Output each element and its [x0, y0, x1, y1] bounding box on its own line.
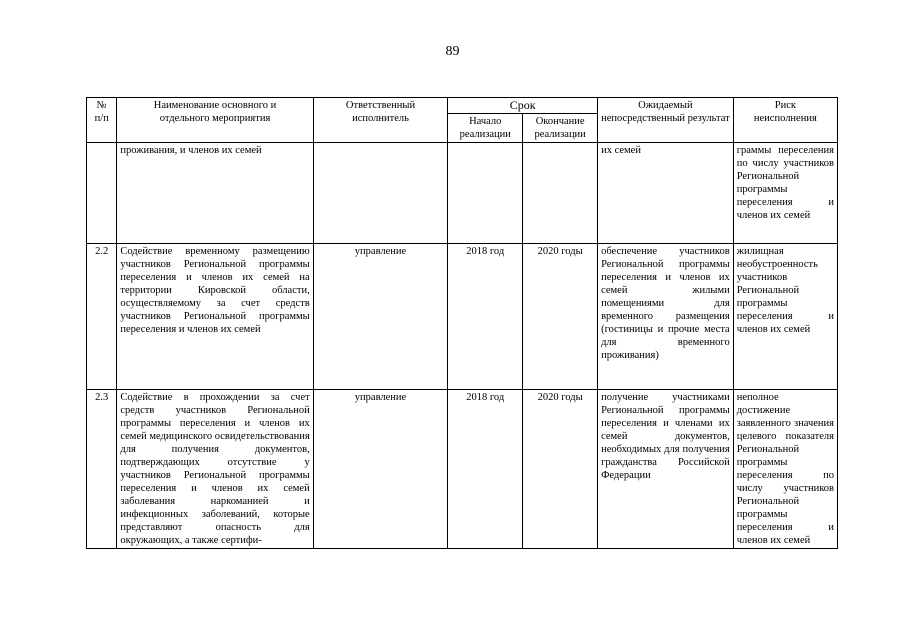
row-end: 2020 годы [523, 244, 598, 390]
row-result: получение участниками Региональной программы переселения и членами их семей документов, необходимых для получения гражданства Российской Федерации [598, 390, 734, 549]
table-row [87, 390, 838, 549]
row-risk: неполное достижение заявленного значения целевого показателя Региональной программы переселения по числу участников Региональной программы переселения и членов их семей [733, 390, 837, 549]
row-name: проживания, и членов их семей [117, 143, 313, 244]
header-row-1 [87, 98, 838, 114]
header-result: Ожидаемый непосредственный результат [598, 98, 734, 143]
row-responsible [313, 143, 448, 244]
row-num: 2.2 [87, 244, 117, 390]
row-responsible: управление [313, 390, 448, 549]
row-start: 2018 год [448, 244, 523, 390]
row-start: 2018 год [448, 390, 523, 549]
header-num-line1: № [96, 100, 107, 111]
row-name: Содействие временному размещению участников Региональной программы переселения и членов их семей на территории Кировской области, осуществляемому за счет средств участников Региональной программы переселения и членов их семей [117, 244, 313, 390]
page-number: 89 [445, 44, 460, 59]
row-name: Содействие в прохождении за счет средств участников Региональной программы переселения и членов их семей медицинского освидетельствования для получения документов, подтверждающих отсутствие у участников Региональной программы переселения и членов их семей заболевания наркоманией и инфекционных заболеваний, которые представляют опасность для окружающих, а также сертифи- [117, 390, 313, 549]
row-risk: жилищная необустроенность участников Региональной программы переселения и членов их семей [733, 244, 837, 390]
measures-table [86, 97, 838, 549]
header-num [87, 98, 117, 143]
row-responsible: управление [313, 244, 448, 390]
header-end: Окончание реализации [523, 114, 598, 143]
row-end: 2020 годы [523, 390, 598, 549]
header-name: Наименование основного и отдельного мероприятия [117, 98, 313, 143]
header-num-line2: п/п [94, 113, 109, 124]
table-row [87, 143, 838, 244]
row-num [87, 143, 117, 244]
row-start [448, 143, 523, 244]
header-start: Начало реализации [448, 114, 523, 143]
header-responsible: Ответственный исполнитель [313, 98, 448, 143]
header-term: Срок [448, 98, 598, 114]
table-row [87, 244, 838, 390]
row-risk: граммы переселения по числу участников Региональной программы переселения и членов их семей [733, 143, 837, 244]
header-risk: Риск неисполнения [733, 98, 837, 143]
row-result: их семей [598, 143, 734, 244]
row-end [523, 143, 598, 244]
row-result: обеспечение участников Региональной программы переселения и членов их семей жилыми помещениями для временного размещения (гостиницы и прочие места для временного проживания) [598, 244, 734, 390]
row-num: 2.3 [87, 390, 117, 549]
